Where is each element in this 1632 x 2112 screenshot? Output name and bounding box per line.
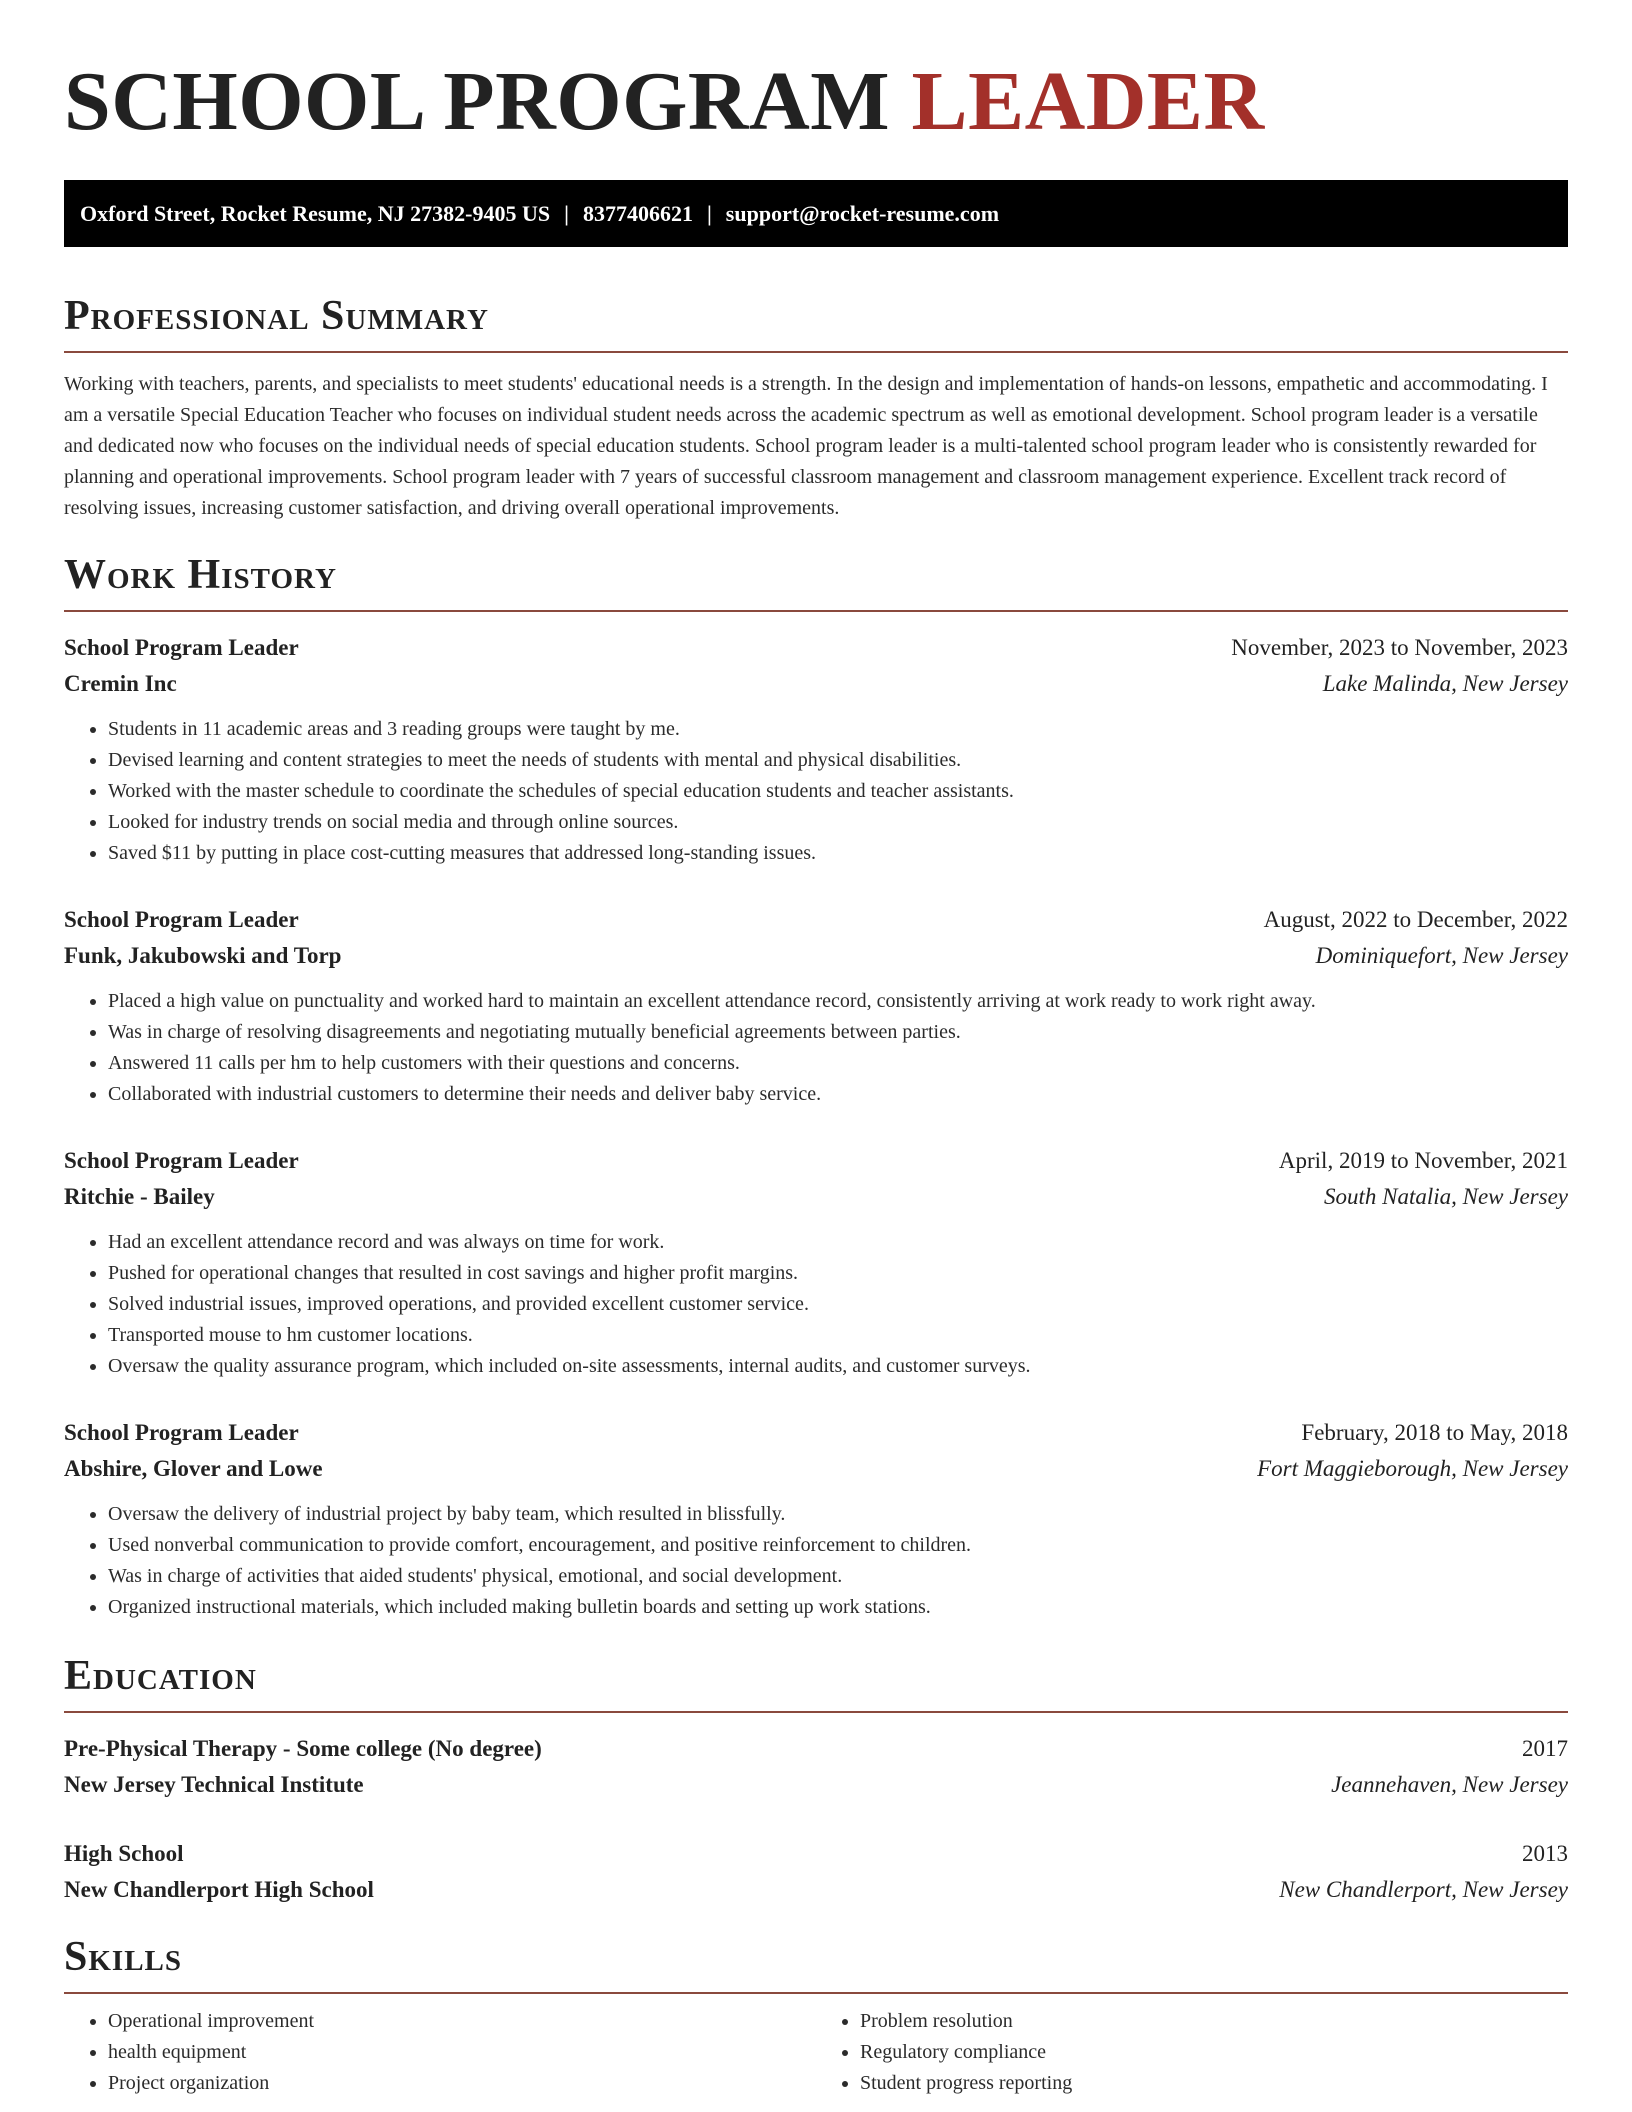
job-dates: April, 2019 to November, 2021 [1278,1148,1568,1173]
job-location: Lake Malinda, New Jersey [1322,671,1568,696]
skills-list-right [816,2006,1568,2099]
education-entry [64,1836,1568,1908]
contact-bar [64,180,1568,247]
job-bullet: • Transported mouse to hm customer locations. [108,1320,1568,1351]
job-bullet: • Devised learning and content strategies to meet the needs of students with mental and physical disabilities. [108,745,1568,776]
job-entry [64,902,1568,1110]
job-bullet: • Had an excellent attendance record and was always on time for work. [108,1227,1568,1258]
skills-section [64,1934,1568,2099]
job-location: South Natalia, New Jersey [1323,1184,1568,1209]
job-bullets [64,1499,1568,1623]
job-company: Abshire, Glover and Lowe [64,1456,323,1481]
contact-separator: | [564,200,569,226]
job-bullet: • Looked for industry trends on social media and through online sources. [108,807,1568,838]
section-divider [64,351,1568,353]
job-bullets [64,986,1568,1110]
job-bullet: • Placed a high value on punctuality and worked hard to maintain an excellent attendance record, consistently arriving at work ready to work right away. [108,986,1568,1017]
section-title: Skills [64,1934,183,1980]
section-title: Professional Summary [64,293,489,339]
job-bullet: • Students in 11 academic areas and 3 reading groups were taught by me. [108,714,1568,745]
job-location: Dominiquefort, New Jersey [1315,943,1568,968]
section-divider [64,1711,1568,1713]
contact-address: Oxford Street, Rocket Resume, NJ 27382-9405 US [80,200,551,226]
education-section [64,1653,1568,1908]
job-bullets [64,1227,1568,1382]
job-bullet: • Organized instructional materials, which included making bulletin boards and setting up work stations. [108,1592,1568,1623]
education-degree: High School [64,1841,184,1866]
job-bullet: • Saved $11 by putting in place cost-cutting measures that addressed long-standing issues. [108,838,1568,869]
skill-item: • Project organization [108,2068,816,2099]
contact-email: support@rocket-resume.com [725,200,1000,226]
education-school: New Jersey Technical Institute [64,1772,364,1797]
job-dates: August, 2022 to December, 2022 [1263,907,1568,932]
job-entry [64,630,1568,869]
job-bullet: • Was in charge of activities that aided students' physical, emotional, and social development. [108,1561,1568,1592]
job-bullet: • Collaborated with industrial customers to determine their needs and deliver baby service. [108,1079,1568,1110]
skill-item: • Operational improvement [108,2006,816,2037]
title-accent: LEADER [911,55,1265,148]
job-bullet: • Solved industrial issues, improved operations, and provided excellent customer service. [108,1289,1568,1320]
skill-item: • Problem resolution [860,2006,1568,2037]
contact-phone: 8377406621 [582,200,693,226]
section-title: Education [64,1653,257,1699]
skill-item: • Regulatory compliance [860,2037,1568,2068]
contact-separator: | [706,200,712,226]
job-role: School Program Leader [64,1420,299,1445]
education-entry [64,1731,1568,1803]
job-role: School Program Leader [64,635,299,660]
job-dates: February, 2018 to May, 2018 [1301,1420,1568,1445]
job-entry [64,1143,1568,1382]
job-role: School Program Leader [64,907,299,932]
job-location: Fort Maggieborough, New Jersey [1257,1456,1568,1481]
education-year: 2013 [1522,1841,1568,1866]
job-bullet: • Worked with the master schedule to coordinate the schedules of special education students and teacher assistants. [108,776,1568,807]
education-school: New Chandlerport High School [64,1877,374,1902]
job-bullets [64,714,1568,869]
job-bullet: • Was in charge of resolving disagreements and negotiating mutually beneficial agreements between parties. [108,1017,1568,1048]
education-year: 2017 [1522,1736,1568,1761]
skill-item: • Student progress reporting [860,2068,1568,2099]
section-divider [64,1992,1568,1994]
job-bullet: • Used nonverbal communication to provide comfort, encouragement, and positive reinforcement to children. [108,1530,1568,1561]
summary-text: Working with teachers, parents, and specialists to meet students' educational needs is a strength. In the design and implementation of hands-on lessons, empathetic and accommodating. I am a versatile Special Education Teacher who focuses on individual student needs across the academic spectrum as well as emotional development. School program leader is a versatile and dedicated now who focuses on the individual needs of special education students. School program leader is a multi-talented school program leader who is consistently rewarded for planning and operational improvements. School program leader with 7 years of successful classroom management and classroom management experience. Excellent track record of resolving issues, increasing customer satisfaction, and driving overall operational improvements. [64,373,1548,519]
resume-title [64,52,1568,152]
job-bullet: • Answered 11 calls per hm to help customers with their questions and concerns. [108,1048,1568,1079]
job-company: Ritchie - Bailey [64,1184,215,1209]
job-bullet: • Oversaw the quality assurance program, which included on-site assessments, internal audits, and customer surveys. [108,1351,1568,1382]
education-location: New Chandlerport, New Jersey [1279,1877,1568,1902]
skills-list-left [64,2006,816,2099]
job-bullet: • Oversaw the delivery of industrial project by baby team, which resulted in blissfully. [108,1499,1568,1530]
professional-summary-section [64,293,1568,524]
title-primary: SCHOOL PROGRAM [64,55,891,148]
job-dates: November, 2023 to November, 2023 [1231,635,1568,660]
skills-columns [64,2006,1568,2099]
education-location: Jeannehaven, New Jersey [1331,1772,1568,1797]
job-entry [64,1415,1568,1623]
section-divider [64,610,1568,612]
job-role: School Program Leader [64,1148,299,1173]
job-bullet: • Pushed for operational changes that resulted in cost savings and higher profit margins. [108,1258,1568,1289]
skill-item: • health equipment [108,2037,816,2068]
section-title: Work History [64,552,337,598]
work-history-section [64,552,1568,1623]
education-degree: Pre-Physical Therapy - Some college (No degree) [64,1736,542,1761]
job-company: Cremin Inc [64,671,177,696]
job-company: Funk, Jakubowski and Torp [64,943,342,968]
